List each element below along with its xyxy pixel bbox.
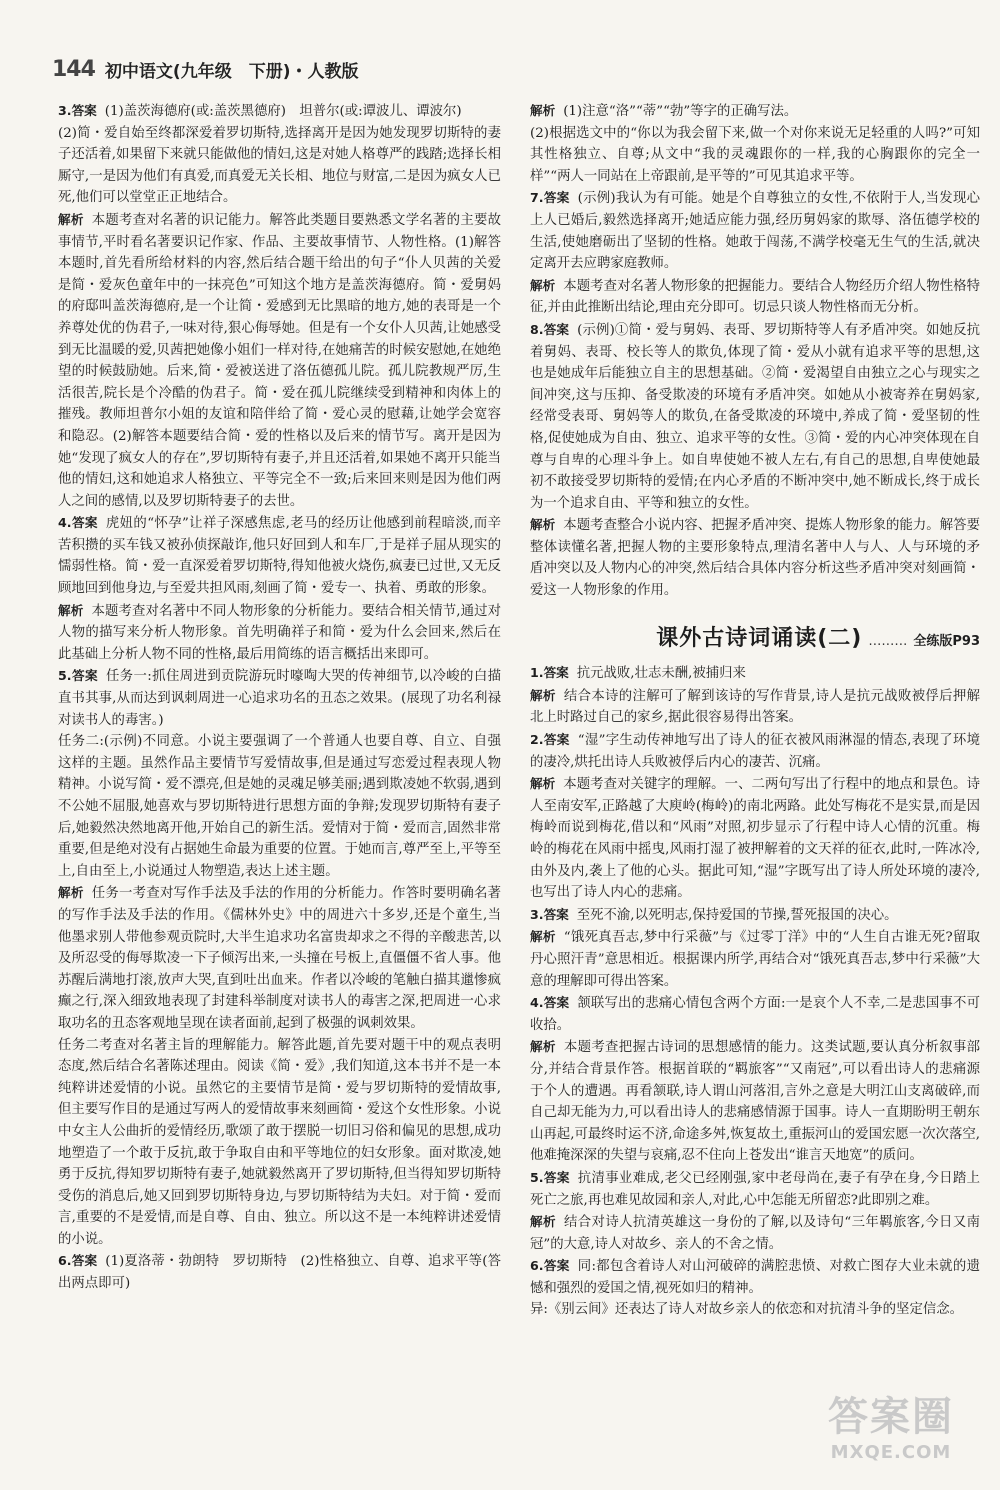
item-text: 任务一:抓住周进到贡院游玩时嚎啕大哭的传神细节,以冷峻的白描直书其事,从而达到讽刺周进一心追求功名的丑态之效果。(展现了功名利禄对读书人的毒害。) [58,669,501,728]
analysis-label: 解析 [58,602,84,618]
analysis-item [530,685,980,729]
item-text: (2)简・爱自始至终都深爱着罗切斯特,选择离开是因为她发现罗切斯特的妻子还活着,如果留下来就只能做他的情妇,这是对她人格尊严的践踏;选择长相厮守,一是因为他们有真爱,而真爱无关长相、地位与财富,二是因为疯女人已死,他们可以堂堂正正地结合。 [58,125,501,206]
analysis-item [58,600,501,666]
analysis-item [530,926,980,992]
question-number: 8. [530,321,544,337]
question-number: 7. [530,190,544,206]
text-item [58,123,501,209]
question-number: 5. [58,668,72,684]
answer-item [530,1167,980,1211]
analysis-label: 解析 [530,929,556,945]
question-number: 6. [530,1258,544,1274]
item-text: 至死不渝,以死明志,保持爱国的节操,誓死报国的决心。 [576,907,898,923]
question-number: 3. [58,103,72,118]
item-text: 抗元战败,壮志未酬,被捕归来 [576,666,746,682]
analysis-item [58,882,501,1034]
answer-item [530,904,980,927]
answer-label: 答案 [543,321,570,337]
section-heading [530,625,980,653]
answer-label: 答案 [543,732,570,748]
watermark-site: MXQE.COM [830,1442,952,1463]
analysis-label: 解析 [530,776,556,792]
section-title: 课外古诗词诵读(二) [656,625,863,651]
answer-item [58,100,501,123]
answer-item [530,187,980,274]
answer-label: 答案 [543,665,569,681]
question-number: 1. [530,665,544,681]
question-number: 4. [530,995,544,1011]
item-text: 结合本诗的注解可了解到该诗的写作背景,诗人是抗元战败被俘后押解北上时路过自己的家乡,据此很容易得出答案。 [530,688,980,726]
item-text: (1)注意“洛”“蒂”“勃”等字的正确写法。 [563,104,798,119]
item-text: 本题考查对名著的识记能力。解答此类题目要熟悉文学名著的主要故事情节,平时看名著要识记作家、作品、主要故事情节、人物性格。(1)解答本题时,首先看所给材料的内容,然后结合题干给出的句子“仆人贝茜的关爱是简・爱灰色童年中的一抹亮色”可知这个地方是盖茨海德府。简・爱舅妈的府邸叫盖茨海德府,是一个让简・爱感到无比黑暗的地方,她的表哥是一个养尊处优的伪君子,一味对待,狠心侮辱她。但是有一个女仆人贝茜,让她感受到无比温暖的爱,贝茜把她像小姐们一样对待,在她痛苦的时候安慰她,在她绝望的时候鼓励她。后来,简・爱被送进了洛伍德孤儿院。孤儿院教规严厉,生活很苦,院长是个冷酷的伪君子。简・爱在孤儿院继续受到精神和肉体上的摧残。教师坦普尔小姐的友谊和陪伴给了简・爱心灵的慰藉,让她学会宽容和隐忍。(2)解答本题要结合简・爱的性格以及后来的情节写。离开是因为她“发现了疯女人的存在”,罗切斯特有妻子,并且还活着,如果她不离开只能当他的情妇,这和她追求人格独立、平等完全不一致;后来回来则是因为他们两人之间的感情,以及罗切斯特妻子的去世。 [58,212,502,509]
item-text: 任务二:(示例)不同意。小说主要强调了一个普通人也要自尊、自立、自强这样的主题。虽然作品主要情节写爱情故事,但是通过写恋爱过程表现人物精神。小说写简・爱不漂亮,但是她的灵魂足够美丽;遇到欺凌她不软弱,遇到不公她不屈服,她喜欢与罗切斯特进行思想方面的争辩;发现罗切斯特有妻子后,她毅然决然地离开他,开始自己的新生活。爱情对于简・爱而言,固然非常重要,但是绝对没有占据她生命最为重要的位置。于她而言,尊严至上,平等至上,自由至上,小说通过人物塑造,表达上述主题。 [58,734,501,879]
answer-label: 答案 [543,190,570,206]
answer-item [58,1250,501,1294]
question-number: 3. [530,906,544,922]
item-text: (示例)①简・爱与舅妈、表哥、罗切斯特等人有矛盾冲突。如她反抗着舅妈、表哥、校长等人的欺负,体现了简・爱从小就有追求平等的思想,这也是她成年后能独立自主的思想基础。②简・爱渴望自由独立之心与现实之间冲突,这与压抑、备受欺凌的环境有矛盾冲突。如她从小被寄养在舅妈家,经常受表哥、舅妈等人的欺负,在备受欺凌的环境中,养成了简・爱坚韧的性格,促使她成为自由、独立、追求平等的女性。③简・爱的内心冲突体现在自尊与自卑的心理斗争上。如自卑使她不被人左右,有自己的思想,自卑使她最初不敢接受罗切斯特的爱情;在内心矛盾的不断冲突中,她不断成长,终于成长为一个追求自由、平等和独立的女性。 [530,322,980,511]
item-text: “饿死真吾志,梦中行采薇”与《过零丁洋》中的“人生自古谁无死?留取丹心照汗青”意思相近。根据课内所学,再结合对“饿死真吾志,梦中行采薇”大意的理解即可得出答案。 [530,930,980,989]
question-number: 2. [530,732,544,748]
answer-label: 答案 [71,515,98,531]
answer-item [58,512,501,599]
item-text: “湿”字生动传神地写出了诗人的征衣被风雨淋湿的情态,表现了环境的凄冷,烘托出诗人兵败被俘后内心的凄苦、沉痛。 [530,733,981,770]
answer-label: 答案 [543,1258,570,1274]
answer-label: 答案 [71,668,98,684]
question-number: 5. [530,1169,544,1185]
question-number: 6. [58,1253,72,1269]
analysis-item [530,1211,980,1255]
left-column [58,100,501,1295]
item-text: 颔联写出的悲痛心情包含两个方面:一是哀个人不幸,二是悲国事不可收拾。 [530,996,980,1033]
item-text: 异:《别云间》还表达了诗人对故乡亲人的依恋和对抗清斗争的坚定信念。 [530,1302,964,1318]
item-text: (1)盖茨海德府(或:盖茨黑德府) 坦普尔(或:谭波儿、谭波尔) [104,104,462,119]
item-text: (2)根据选文中的“你以为我会留下来,做一个对你来说无足轻重的人吗?”可知其性格独立、自尊;从文中“我的灵魂跟你的一样,我的心胸跟你的完全一样”“两人一同站在上帝跟前,是平等的”可见其追求平等。 [530,125,980,184]
item-text: (1)夏洛蒂・勃朗特 罗切斯特 (2)性格独立、自尊、追求平等(答出两点即可) [58,1254,501,1292]
text-item [58,731,501,882]
page-number: 144 [52,56,95,82]
right-column-bottom [530,662,980,1321]
right-column-top [530,100,980,602]
item-text: 本题考查整合小说内容、把握矛盾冲突、提炼人物形象的能力。解答要整体读懂名著,把握人物的主要形象特点,理清名著中人与人、人与环境的矛盾冲突以及人物内心的冲突,然后结合具体内容分析这些矛盾冲突对刻画简・爱这一人物形象的作用。 [530,518,981,599]
question-number: 4. [58,515,72,531]
answer-label: 答案 [543,1169,570,1185]
item-text: 本题考查对名著人物形象的把握能力。要结合人物经历介绍人物性格特征,并由此推断出结论,理由充分即可。切忌只谈人物性格而无分析。 [530,278,981,316]
page-header [52,54,358,84]
book-title: 初中语文(九年级 下册)・人教版 [104,61,359,82]
analysis-label: 解析 [58,885,84,901]
answer-item [530,992,980,1036]
analysis-item [530,773,980,904]
analysis-item [530,514,980,601]
analysis-item [530,100,980,123]
analysis-item [530,1036,980,1167]
answer-label: 答案 [71,1253,98,1269]
answer-item [530,1255,980,1299]
text-item [58,1035,501,1251]
item-text: (示例)我认为有可能。她是个自尊独立的女性,不依附于人,当发现心上人已婚后,毅然选择离开;她适应能力强,经历舅妈家的欺辱、洛伍德学校的生活,使她磨砺出了坚韧的性格。她敢于闯荡,不满学校毫无生气的生活,就决定离开去应聘家庭教师。 [530,191,980,272]
text-item [530,123,980,188]
item-text: 同:都包含着诗人对山河破碎的满腔悲愤、对救亡图存大业未就的遗憾和强烈的爱国之情,视死如归的精神。 [530,1259,981,1296]
right-column [530,100,980,1321]
analysis-label: 解析 [530,277,556,293]
item-text: 任务一考查对写作手法及手法的作用的分析能力。作答时要明确名著的写作手法及手法的作用。《儒林外史》中的周进六十多岁,还是个童生,当他墨求别人带他参观贡院时,大半生追求功名富贵却求之不得的辛酸悲苦,以及所忍受的侮辱欺凌一下子倾泻出来,一头撞在号板上,直僵僵不省人事。他苏醒后满地打滚,放声大哭,直到吐出血来。作者以冷峻的笔触白描其邋惨疯癫之行,深入细致地表现了封建科举制度对读书人的毒害之深,把周进一心求取功名的丑态客观地呈现在读者面前,起到了极强的讽刺效果。 [58,886,502,1031]
section-page-ref: 全练版P93 [913,633,980,649]
text-item [530,1299,980,1321]
analysis-item [530,275,980,319]
item-text: 本题考查把握古诗词的思想感情的能力。这类试题,要认真分析叙事部分,并结合背景作答。根据首联的“羁旅客”“又南冠”,可以看出诗人的悲痛源于个人的遭遇。再看颔联,诗人谓山河落泪,言外之意是大明江山支离破碎,而自己却无能为力,可以看出诗人的悲痛感情源于国事。诗人一直期盼明王朝东山再起,可最终时运不济,命途多舛,恢复故土,重振河山的爱国宏愿一次次落空,他难掩深深的失望与哀痛,忍不住向上苍发出“谁言天地宽”的质问。 [530,1040,980,1164]
item-text: 虎妞的“怀孕”让祥子深感焦虑,老马的经历让他感到前程暗淡,而辛苦积攒的买车钱又被孙侦探敲诈,他只好回到人和车厂,于是祥子屈从现实的懦弱性格。简・爱一直深爱着罗切斯特,得知他被火烧伤,疯妻已过世,又无反顾地回到他身边,与至爱共担风雨,刻画了简・爱专一、执着、勇敢的形象。 [58,516,502,597]
analysis-label: 解析 [58,211,84,227]
answer-item [530,319,980,514]
analysis-label: 解析 [530,687,556,703]
site-watermark [806,1392,976,1476]
analysis-label: 解析 [530,1214,556,1230]
answer-label: 答案 [543,906,569,922]
answer-item [530,662,980,685]
answer-label: 答案 [71,103,97,118]
item-text: 抗清事业难成,老父已经刚强,家中老母尚在,妻子有孕在身,今日踏上死亡之旅,再也难见故园和亲人,对此,心中怎能无所留恋?此即别之难。 [530,1170,980,1208]
section-leader-dots: ……… [868,633,908,649]
item-text: 任务二考查对名著主旨的理解能力。解答此题,首先要对题干中的观点表明态度,然后结合名著陈述理由。阅读《简・爱》,我们知道,这本书并不是一本纯粹讲述爱情的小说。虽然它的主要情节是简・爱与罗切斯特的爱情故事,但主要写作目的是通过写两人的爱情故事来刻画简・爱这个女性形象。小说中女主人公曲折的爱情经历,歌颂了敢于摆脱一切旧习俗和偏见的思想,成功地塑造了一个敢于反抗,敢于争取自由和平等地位的妇女形象。面对欺凌,她勇于反抗,得知罗切斯特有妻子,她就毅然离开了罗切斯特,但当得知罗切斯特受伤的消息后,她又回到罗切斯特身边,与罗切斯特结为夫妇。对于简・爱而言,重要的不是爱情,而是自尊、自由、独立。所以这不是一本纯粹讲述爱情的小说。 [58,1037,501,1247]
answer-item [530,729,980,773]
analysis-label: 解析 [530,517,556,533]
analysis-label: 解析 [530,1039,556,1055]
item-text: 结合对诗人抗清英雄这一身份的了解,以及诗句“三年羁旅客,今日又南冠”的大意,诗人对故乡、亲人的不舍之情。 [530,1215,980,1252]
item-text: 本题考查对关键字的理解。一、二两句写出了行程中的地点和景色。诗人至南安军,正路越了大庾岭(梅岭)的南北两路。此处写梅花不是实景,而是因梅岭而说到梅花,借以和“风雨”对照,初步显示了行程中诗人心情的沉重。梅岭的梅花在风雨中摇曳,风雨打湿了被押解着的文天祥的征衣,此时,一阵冰冷,由外及内,袭上了他的心头。据此可知,“湿”字既写出了诗人所处环境的凄冷,也写出了诗人内心的悲痛。 [530,777,981,901]
analysis-item [58,209,501,512]
answer-item [58,665,501,731]
watermark-logo: 答案圈 [828,1394,954,1440]
item-text: 本题考查对名著中不同人物形象的分析能力。要结合相关情节,通过对人物的描写来分析人物形象。首先明确祥子和简・爱为什么会回来,然后在此基础上分析人物不同的性格,最后用简练的语言概括出来即可。 [58,603,501,662]
answer-label: 答案 [543,995,570,1011]
analysis-label: 解析 [530,103,556,118]
